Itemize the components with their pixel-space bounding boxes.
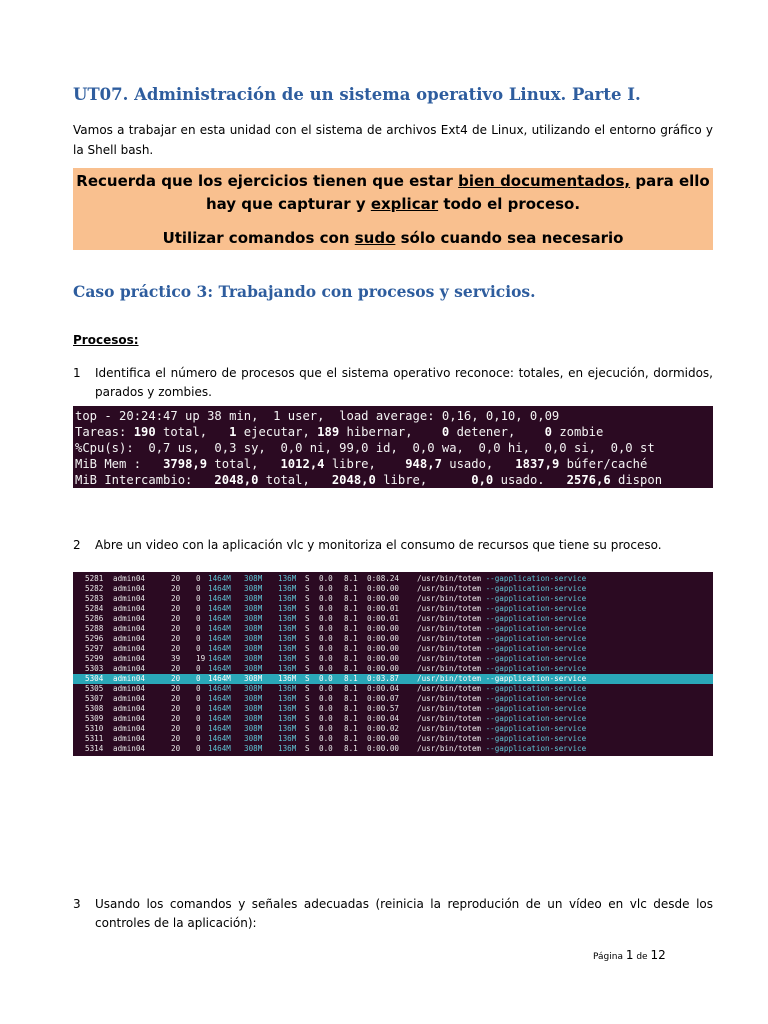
top-line-swap: MiB Intercambio: 2048,0 total, 2048,0 libre, 0,0 usado. 2576,6 dispon	[75, 473, 663, 487]
process-cpu: 0.0	[319, 574, 333, 583]
process-pr: 20	[171, 694, 181, 703]
item-text: Identifica el número de procesos que el sistema operativo reconoce: totales, en ejecución, dormidos, parados y zombies.	[95, 366, 713, 399]
process-user: admin04	[113, 624, 146, 633]
process-cpu: 0.0	[319, 584, 333, 593]
process-pr: 20	[171, 704, 181, 713]
process-pr: 20	[171, 574, 181, 583]
process-shr: 136M	[278, 584, 297, 593]
process-virt: 1464M	[208, 634, 231, 643]
process-row	[73, 634, 713, 644]
process-shr: 136M	[278, 594, 297, 603]
process-row	[73, 584, 713, 594]
process-time: 0:00.01	[367, 614, 400, 623]
list-item-2	[73, 536, 713, 556]
process-virt: 1464M	[208, 724, 231, 733]
process-res: 308M	[244, 594, 263, 603]
process-row	[73, 594, 713, 604]
process-res: 308M	[244, 744, 263, 753]
process-s: S	[305, 574, 310, 583]
process-row-selected	[73, 674, 713, 684]
process-pr: 20	[171, 734, 181, 743]
process-res: 308M	[244, 664, 263, 673]
process-pr: 20	[171, 624, 181, 633]
process-res: 308M	[244, 574, 263, 583]
process-cpu: 0.0	[319, 724, 333, 733]
process-time: 0:00.00	[367, 664, 400, 673]
process-time: 0:00.00	[367, 644, 400, 653]
process-pr: 20	[171, 664, 181, 673]
process-pid: 5304	[85, 674, 104, 683]
process-command: /usr/bin/totem --gapplication-service	[417, 584, 587, 593]
process-pr: 39	[171, 654, 181, 663]
process-pid: 5284	[85, 604, 104, 613]
process-cpu: 0.0	[319, 654, 333, 663]
process-user: admin04	[113, 614, 146, 623]
process-shr: 136M	[278, 694, 297, 703]
process-shr: 136M	[278, 724, 297, 733]
process-cpu: 0.0	[319, 744, 333, 753]
process-shr: 136M	[278, 734, 297, 743]
process-res: 308M	[244, 694, 263, 703]
process-time: 0:00.00	[367, 624, 400, 633]
process-shr: 136M	[278, 744, 297, 753]
process-command: /usr/bin/totem --gapplication-service	[417, 704, 587, 713]
process-pid: 5286	[85, 614, 104, 623]
process-ni: 0	[196, 714, 201, 723]
process-shr: 136M	[278, 654, 297, 663]
process-ni: 19	[196, 654, 206, 663]
process-shr: 136M	[278, 664, 297, 673]
process-ni: 0	[196, 704, 201, 713]
reminder-callout	[73, 168, 713, 250]
process-virt: 1464M	[208, 694, 231, 703]
process-virt: 1464M	[208, 594, 231, 603]
process-mem: 8.1	[344, 734, 358, 743]
process-pr: 20	[171, 644, 181, 653]
process-pr: 20	[171, 674, 181, 683]
process-mem: 8.1	[344, 744, 358, 753]
process-mem: 8.1	[344, 604, 358, 613]
item-text: Usando los comandos y señales adecuadas (reinicia la reprodución de un vídeo en vlc desde los controles de la aplicación):	[95, 897, 713, 930]
process-command: /usr/bin/totem --gapplication-service	[417, 694, 587, 703]
process-res: 308M	[244, 634, 263, 643]
process-shr: 136M	[278, 674, 297, 683]
process-pr: 20	[171, 604, 181, 613]
process-pid: 5307	[85, 694, 104, 703]
process-res: 308M	[244, 714, 263, 723]
process-virt: 1464M	[208, 574, 231, 583]
process-time: 0:00.04	[367, 714, 400, 723]
list-item-1	[73, 364, 713, 404]
process-command: /usr/bin/totem --gapplication-service	[417, 674, 587, 683]
process-time: 0:00.00	[367, 744, 400, 753]
item-text: Abre un video con la aplicación vlc y monitoriza el consumo de recursos que tiene su proceso.	[95, 538, 662, 552]
process-mem: 8.1	[344, 614, 358, 623]
process-time: 0:00.00	[367, 654, 400, 663]
process-s: S	[305, 704, 310, 713]
process-command: /usr/bin/totem --gapplication-service	[417, 614, 587, 623]
process-pid: 5283	[85, 594, 104, 603]
process-res: 308M	[244, 734, 263, 743]
process-cpu: 0.0	[319, 664, 333, 673]
list-item-3	[73, 895, 713, 935]
top-summary-screenshot	[73, 406, 713, 488]
process-user: admin04	[113, 574, 146, 583]
process-time: 0:00.57	[367, 704, 400, 713]
process-virt: 1464M	[208, 654, 231, 663]
process-shr: 136M	[278, 604, 297, 613]
process-mem: 8.1	[344, 674, 358, 683]
process-mem: 8.1	[344, 684, 358, 693]
process-user: admin04	[113, 744, 146, 753]
process-s: S	[305, 614, 310, 623]
process-mem: 8.1	[344, 654, 358, 663]
process-row	[73, 724, 713, 734]
process-ni: 0	[196, 724, 201, 733]
process-cpu: 0.0	[319, 634, 333, 643]
process-virt: 1464M	[208, 734, 231, 743]
process-ni: 0	[196, 744, 201, 753]
process-mem: 8.1	[344, 714, 358, 723]
process-virt: 1464M	[208, 704, 231, 713]
item-number: 3	[73, 897, 81, 911]
process-time: 0:00.00	[367, 734, 400, 743]
process-shr: 136M	[278, 684, 297, 693]
process-list-screenshot	[73, 572, 713, 756]
process-s: S	[305, 664, 310, 673]
process-row	[73, 624, 713, 634]
process-command: /usr/bin/totem --gapplication-service	[417, 624, 587, 633]
process-user: admin04	[113, 684, 146, 693]
process-mem: 8.1	[344, 574, 358, 583]
process-res: 308M	[244, 604, 263, 613]
process-pr: 20	[171, 714, 181, 723]
process-cpu: 0.0	[319, 714, 333, 723]
process-pr: 20	[171, 744, 181, 753]
subheading-procesos: Procesos:	[73, 333, 139, 347]
process-pid: 5305	[85, 684, 104, 693]
process-shr: 136M	[278, 614, 297, 623]
process-s: S	[305, 724, 310, 733]
process-virt: 1464M	[208, 614, 231, 623]
process-command: /usr/bin/totem --gapplication-service	[417, 604, 587, 613]
process-s: S	[305, 634, 310, 643]
process-cpu: 0.0	[319, 684, 333, 693]
process-command: /usr/bin/totem --gapplication-service	[417, 714, 587, 723]
process-s: S	[305, 584, 310, 593]
process-pid: 5297	[85, 644, 104, 653]
top-line-mem: MiB Mem : 3798,9 total, 1012,4 libre, 948,7 usado, 1837,9 búfer/caché	[75, 457, 648, 471]
process-res: 308M	[244, 684, 263, 693]
section-title: Caso práctico 3: Trabajando con procesos y servicios.	[73, 282, 536, 301]
process-mem: 8.1	[344, 584, 358, 593]
process-pr: 20	[171, 584, 181, 593]
process-ni: 0	[196, 694, 201, 703]
process-pr: 20	[171, 594, 181, 603]
process-pr: 20	[171, 684, 181, 693]
process-user: admin04	[113, 694, 146, 703]
process-time: 0:00.04	[367, 684, 400, 693]
process-row	[73, 574, 713, 584]
process-row	[73, 684, 713, 694]
process-s: S	[305, 604, 310, 613]
process-s: S	[305, 694, 310, 703]
process-pid: 5281	[85, 574, 104, 583]
intro-paragraph: Vamos a trabajar en esta unidad con el sistema de archivos Ext4 de Linux, utilizando el entorno gráfico y la Shell bash.	[73, 123, 713, 157]
item-number: 2	[73, 538, 81, 552]
process-res: 308M	[244, 584, 263, 593]
process-cpu: 0.0	[319, 734, 333, 743]
process-time: 0:00.01	[367, 604, 400, 613]
process-command: /usr/bin/totem --gapplication-service	[417, 634, 587, 643]
process-user: admin04	[113, 704, 146, 713]
process-command: /usr/bin/totem --gapplication-service	[417, 574, 587, 583]
process-mem: 8.1	[344, 664, 358, 673]
process-virt: 1464M	[208, 644, 231, 653]
process-command: /usr/bin/totem --gapplication-service	[417, 734, 587, 743]
process-virt: 1464M	[208, 744, 231, 753]
process-ni: 0	[196, 594, 201, 603]
process-s: S	[305, 644, 310, 653]
process-row	[73, 654, 713, 664]
process-pid: 5311	[85, 734, 104, 743]
process-res: 308M	[244, 624, 263, 633]
process-s: S	[305, 714, 310, 723]
process-mem: 8.1	[344, 634, 358, 643]
process-user: admin04	[113, 724, 146, 733]
top-line-tasks: Tareas: 190 total, 1 ejecutar, 189 hibernar, 0 detener, 0 zombie	[75, 425, 604, 439]
process-ni: 0	[196, 624, 201, 633]
process-ni: 0	[196, 674, 201, 683]
process-user: admin04	[113, 654, 146, 663]
process-ni: 0	[196, 684, 201, 693]
process-ni: 0	[196, 574, 201, 583]
process-pid: 5296	[85, 634, 104, 643]
process-pid: 5310	[85, 724, 104, 733]
process-pr: 20	[171, 614, 181, 623]
callout-emphasis-documented: bien documentados,	[458, 172, 631, 190]
process-time: 0:00.00	[367, 594, 400, 603]
process-virt: 1464M	[208, 604, 231, 613]
process-shr: 136M	[278, 624, 297, 633]
process-shr: 136M	[278, 634, 297, 643]
process-s: S	[305, 734, 310, 743]
process-shr: 136M	[278, 644, 297, 653]
process-res: 308M	[244, 614, 263, 623]
process-user: admin04	[113, 674, 146, 683]
process-row	[73, 664, 713, 674]
process-pr: 20	[171, 634, 181, 643]
callout-emphasis-explain: explicar	[370, 195, 439, 213]
process-res: 308M	[244, 704, 263, 713]
process-virt: 1464M	[208, 664, 231, 673]
process-virt: 1464M	[208, 584, 231, 593]
process-s: S	[305, 594, 310, 603]
process-row	[73, 614, 713, 624]
process-cpu: 0.0	[319, 594, 333, 603]
process-res: 308M	[244, 674, 263, 683]
process-s: S	[305, 744, 310, 753]
process-cpu: 0.0	[319, 674, 333, 683]
process-row	[73, 744, 713, 754]
page-number: 1	[625, 948, 634, 962]
process-mem: 8.1	[344, 594, 358, 603]
document-title: UT07. Administración de un sistema operativo Linux. Parte I.	[73, 85, 641, 104]
process-mem: 8.1	[344, 624, 358, 633]
process-row	[73, 644, 713, 654]
process-virt: 1464M	[208, 624, 231, 633]
process-user: admin04	[113, 634, 146, 643]
process-s: S	[305, 654, 310, 663]
process-time: 0:00.02	[367, 724, 400, 733]
process-virt: 1464M	[208, 714, 231, 723]
process-row	[73, 734, 713, 744]
process-s: S	[305, 684, 310, 693]
process-res: 308M	[244, 724, 263, 733]
process-user: admin04	[113, 734, 146, 743]
process-row	[73, 694, 713, 704]
process-user: admin04	[113, 644, 146, 653]
process-command: /usr/bin/totem --gapplication-service	[417, 654, 587, 663]
callout-emphasis-sudo: sudo	[354, 229, 396, 247]
process-pid: 5288	[85, 624, 104, 633]
process-virt: 1464M	[208, 674, 231, 683]
process-time: 0:00.00	[367, 584, 400, 593]
process-shr: 136M	[278, 704, 297, 713]
process-ni: 0	[196, 584, 201, 593]
process-mem: 8.1	[344, 724, 358, 733]
process-cpu: 0.0	[319, 624, 333, 633]
process-command: /usr/bin/totem --gapplication-service	[417, 644, 587, 653]
process-virt: 1464M	[208, 684, 231, 693]
process-row	[73, 604, 713, 614]
process-s: S	[305, 624, 310, 633]
process-ni: 0	[196, 634, 201, 643]
item-number: 1	[73, 366, 81, 380]
process-pid: 5282	[85, 584, 104, 593]
process-shr: 136M	[278, 574, 297, 583]
process-ni: 0	[196, 614, 201, 623]
process-user: admin04	[113, 664, 146, 673]
process-command: /usr/bin/totem --gapplication-service	[417, 744, 587, 753]
process-user: admin04	[113, 584, 146, 593]
process-ni: 0	[196, 734, 201, 743]
callout-line-1: Recuerda que los ejercicios tienen que estar bien documentados, para ello hay que capturar y explicar todo el proceso.	[76, 172, 710, 213]
top-line-cpu: %Cpu(s): 0,7 us, 0,3 sy, 0,0 ni, 99,0 id, 0,0 wa, 0,0 hi, 0,0 si, 0,0 st	[75, 441, 655, 455]
process-cpu: 0.0	[319, 704, 333, 713]
process-time: 0:00.00	[367, 634, 400, 643]
process-command: /usr/bin/totem --gapplication-service	[417, 594, 587, 603]
process-ni: 0	[196, 604, 201, 613]
process-pid: 5303	[85, 664, 104, 673]
process-mem: 8.1	[344, 694, 358, 703]
process-ni: 0	[196, 644, 201, 653]
process-pr: 20	[171, 724, 181, 733]
process-shr: 136M	[278, 714, 297, 723]
process-user: admin04	[113, 604, 146, 613]
page-footer: Página 1 de 12	[593, 948, 666, 962]
process-command: /usr/bin/totem --gapplication-service	[417, 664, 587, 673]
process-pid: 5299	[85, 654, 104, 663]
process-cpu: 0.0	[319, 644, 333, 653]
process-pid: 5314	[85, 744, 104, 753]
process-s: S	[305, 674, 310, 683]
process-row	[73, 704, 713, 714]
process-mem: 8.1	[344, 704, 358, 713]
top-line-uptime: top - 20:24:47 up 38 min, 1 user, load average: 0,16, 0,10, 0,09	[75, 409, 560, 423]
process-res: 308M	[244, 654, 263, 663]
process-command: /usr/bin/totem --gapplication-service	[417, 684, 587, 693]
process-cpu: 0.0	[319, 604, 333, 613]
process-time: 0:08.24	[367, 574, 400, 583]
process-res: 308M	[244, 644, 263, 653]
process-mem: 8.1	[344, 644, 358, 653]
process-time: 0:03.87	[367, 674, 400, 683]
process-user: admin04	[113, 594, 146, 603]
page-total: 12	[650, 948, 666, 962]
process-pid: 5309	[85, 714, 104, 723]
process-time: 0:00.07	[367, 694, 400, 703]
callout-line-2: Utilizar comandos con sudo sólo cuando sea necesario	[162, 229, 624, 247]
process-cpu: 0.0	[319, 614, 333, 623]
process-user: admin04	[113, 714, 146, 723]
process-command: /usr/bin/totem --gapplication-service	[417, 724, 587, 733]
process-row	[73, 714, 713, 724]
process-cpu: 0.0	[319, 694, 333, 703]
process-pid: 5308	[85, 704, 104, 713]
process-ni: 0	[196, 664, 201, 673]
